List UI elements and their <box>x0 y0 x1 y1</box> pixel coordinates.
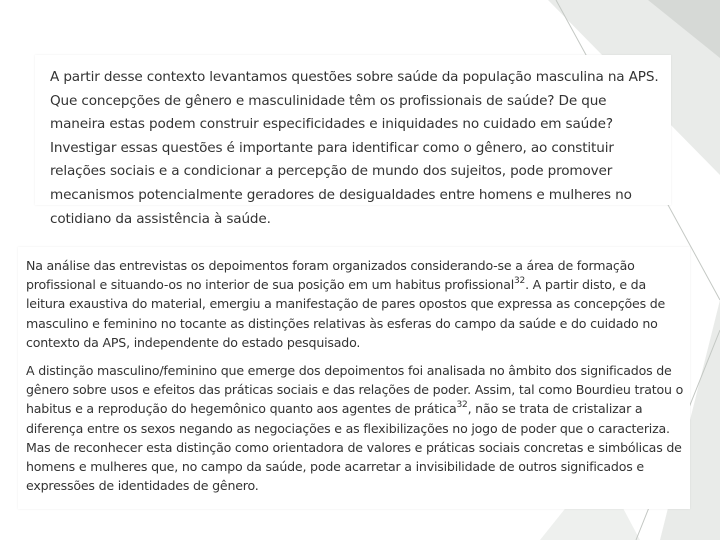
quote-text-top: A partir desse contexto levantamos questões sobre saúde da população masculina na APS. Que concepções de gênero e masculinidade têm os profissionais de saúde? De que maneira estas podem construir especificidades e iniquidades no cuidado em saúde? Investigar essas questões é importante para identificar como o gênero, ao constituir relações sociais e a condicionar a percepção de mundo dos sujeitos, pode promover mecanismos potencialmente geradores de desigualdades entre homens e mulheres no cotidiano da assistência à saúde. <box>50 69 659 227</box>
paragraph-2-text-a: A distinção masculino/feminino que emerge dos depoimentos foi analisada no âmbito dos significados de gênero sobre usos e efeitos das práticas sociais e das relações de poder. Assim, tal como Bourdieu tratou o habitus e a reprodução do hegemônico quanto aos agentes de prática <box>26 363 684 417</box>
paragraph-2 <box>26 361 684 495</box>
paragraph-1 <box>26 256 684 352</box>
quote-box-bottom <box>18 247 690 509</box>
paragraph-2-text-b: , não se trata de cristalizar a diferença entre os sexos negando as negociações e as flexibilizações no jogo de poder que o caracteriza. Mas de reconhecer esta distinção como orientadora de valores e práticas sociais concretas e simbólicas de homens e mulheres que, no campo da saúde, pode acarretar a invisibilidade de outros significados e expressões de identidades de gênero. <box>26 401 682 494</box>
reference-superscript: 32 <box>456 400 468 411</box>
paragraph-1-text-a: Na análise das entrevistas os depoimentos foram organizados considerando-se a área de formação profissional e situando-os no interior de sua posição em um habitus profissional <box>26 258 635 293</box>
quote-box-top <box>35 55 671 227</box>
reference-superscript: 32 <box>514 276 526 287</box>
paragraph-1-text-b: . A partir disto, e da leitura exaustiva do material, emergiu a manifestação de pares opostos que expressa as concepções de masculino e feminino no tocante as distinções relativas às esferas do campo da saúde e do cuidado no contexto da APS, independente do estado pesquisado. <box>26 277 666 350</box>
